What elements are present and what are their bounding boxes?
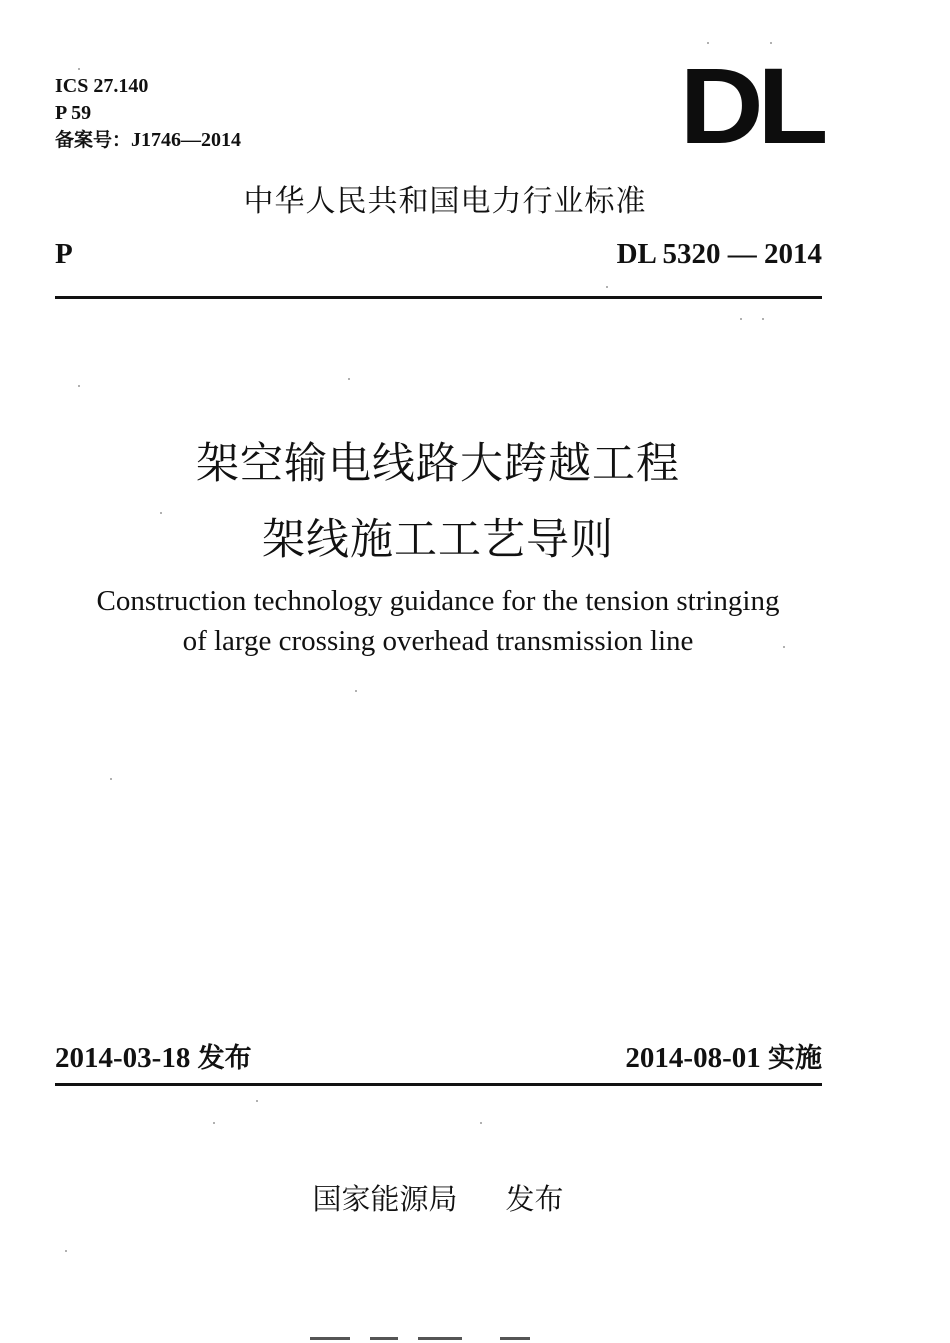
record-label: 备案号： (55, 129, 132, 151)
issue-date-block (55, 1036, 252, 1075)
record-number: J1746—2014 (131, 129, 242, 151)
standard-number: DL 5320 — 2014 (616, 238, 822, 270)
issue-date: 2014-03-18 (55, 1042, 191, 1074)
issuer-name: 国家能源局 (312, 1182, 458, 1216)
title-cn-line1: 架空输电线路大跨越工程 (196, 439, 680, 489)
record-number-line (55, 128, 241, 152)
industry-standard-heading: 中华人民共和国电力行业标准 (243, 184, 647, 219)
effective-date: 2014-08-01 (625, 1042, 761, 1074)
ics-code: ICS 27.140 (55, 75, 149, 97)
footer-divider (55, 1083, 822, 1086)
issuer-line (0, 1177, 876, 1218)
p-code: P 59 (55, 102, 92, 124)
dl-logo: DL (679, 45, 822, 166)
issuer-action: 发布 (505, 1182, 564, 1216)
issue-label: 发布 (197, 1043, 252, 1074)
header-divider (55, 296, 822, 299)
effective-label: 实施 (768, 1043, 822, 1074)
effective-date-block (625, 1036, 822, 1075)
classification-code: P (55, 238, 73, 270)
title-en-line2: of large crossing overhead transmission line (182, 625, 694, 657)
title-cn-line2: 架线施工工艺导则 (262, 515, 614, 565)
title-en-line1: Construction technology guidance for the tension stringing (96, 585, 780, 617)
bleed-through-artifact (300, 1333, 570, 1343)
